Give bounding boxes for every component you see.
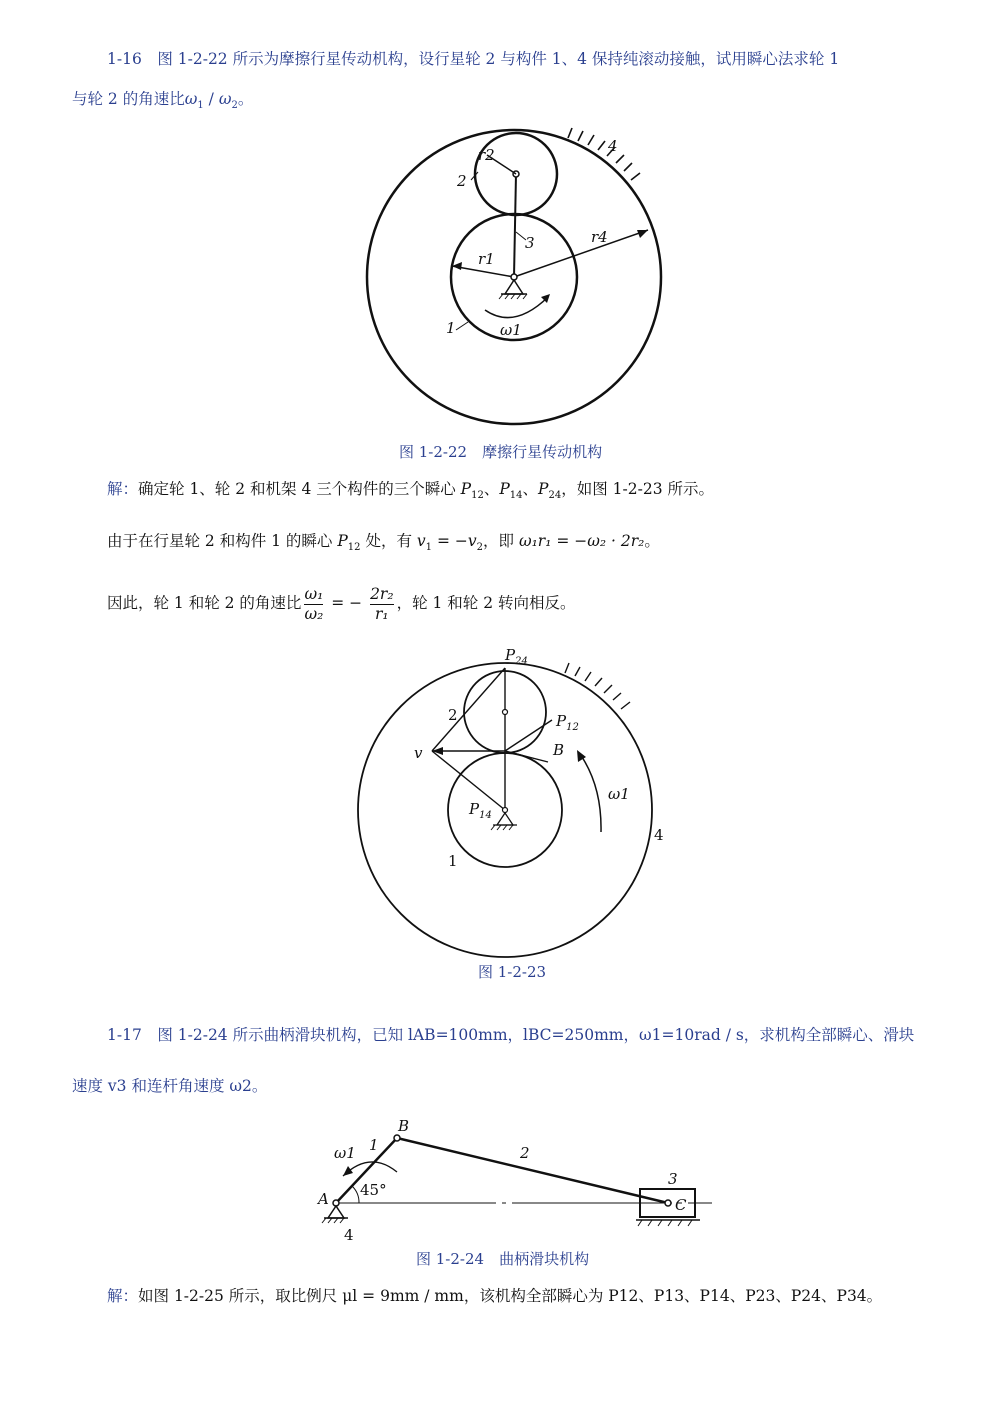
- label-4: 4: [654, 826, 664, 844]
- caption-1-2-22: 图 1-2-22 摩擦行星传动机构: [399, 443, 603, 461]
- caption-1-2-24: 图 1-2-24 曲柄滑块机构: [416, 1250, 590, 1268]
- label-B: B: [553, 741, 565, 759]
- problem-1-17-line2: 速度 v3 和连杆角速度 ω2。: [72, 1077, 268, 1095]
- solution-1-16-line-b: 由于在行星轮 2 和构件 1 的瞬心 $P_{12}$ 处，有 $v_1 = -v_2$，即 ω₁r₁ = −ω₂ · 2r₂。: [107, 532, 660, 553]
- label-45deg: 45°: [360, 1181, 387, 1199]
- label-2: 2: [448, 706, 458, 724]
- problem-1-17-line1: 1-17 图 1-2-24 所示曲柄滑块机构，已知 lAB=100mm，lBC=250mm，ω1=10rad / s，求机构全部瞬心、滑块: [107, 1026, 915, 1044]
- label-4: 4: [608, 137, 618, 155]
- solution-1-16-line-c: 因此，轮 1 和轮 2 的角速比 $\frac{\text{ω₁}}{\text{ω₂}}$ = − $\frac{\text{2r₂}}{\text{r₁}}$ ，轮 1 和轮 2 转向相反。: [107, 585, 576, 623]
- label-3: 3: [525, 234, 535, 252]
- label-r4: r4: [591, 228, 608, 246]
- label-3: 3: [668, 1170, 678, 1188]
- problem-1-16-line1: 1-16 图 1-2-22 所示为摩擦行星传动机构，设行星轮 2 与构件 1、4 保持纯滚动接触，试用瞬心法求轮 1: [107, 50, 840, 68]
- label-P14: $P_{14}$: [469, 800, 492, 821]
- label-B: B: [398, 1117, 410, 1135]
- label-P12: $P_{12}$: [556, 712, 579, 733]
- label-4: 4: [344, 1226, 354, 1244]
- label-omega1: ω1: [334, 1144, 356, 1162]
- problem-1-16-line2: 与轮 2 的角速比$\omega_1 / \omega_2$。: [72, 90, 254, 111]
- solution-1-16-line-a: 解：确定轮 1、轮 2 和机架 4 三个构件的三个瞬心 $P_{12}$、$P_{14}$、$P_{24}$，如图 1-2-23 所示。: [107, 480, 714, 501]
- label-P24: $P_{24}$: [505, 646, 528, 667]
- label-omega1: ω1: [608, 785, 630, 803]
- label-r1: r1: [478, 250, 495, 268]
- label-C: C: [675, 1196, 687, 1214]
- label-v: v: [414, 744, 423, 762]
- caption-1-2-23: 图 1-2-23: [478, 963, 547, 981]
- label-1: 1: [369, 1136, 379, 1154]
- label-A: A: [318, 1190, 329, 1208]
- label-omega1: ω1: [500, 321, 522, 339]
- solution-1-17: 解：如图 1-2-25 所示，取比例尺 μl = 9mm / mm，该机构全部瞬心为 P12、P13、P14、P23、P24、P34。: [107, 1287, 883, 1305]
- label-1: 1: [446, 319, 456, 337]
- label-2: 2: [520, 1144, 530, 1162]
- label-1: 1: [448, 852, 458, 870]
- label-r2: r2: [478, 146, 495, 164]
- label-2: 2: [457, 172, 467, 190]
